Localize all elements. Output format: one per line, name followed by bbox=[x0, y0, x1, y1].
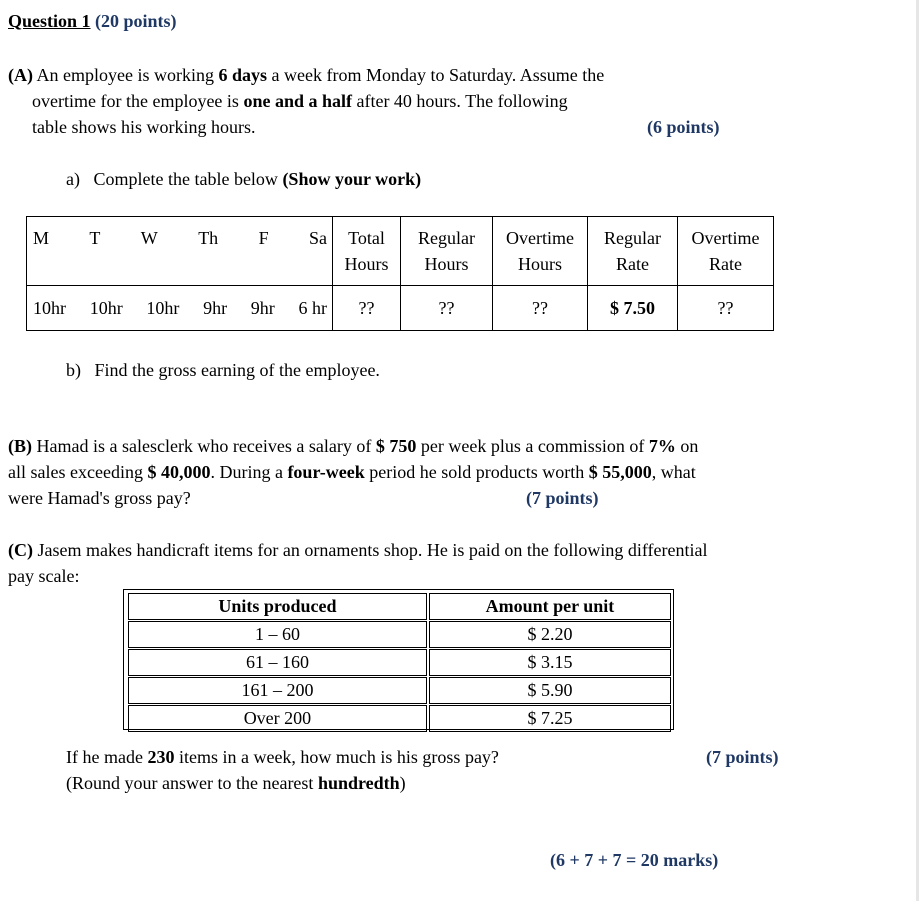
header-regular-hours: Regular Hours bbox=[401, 217, 493, 286]
part-b-line-3: were Hamad's gross pay? bbox=[8, 488, 191, 508]
header-total-hours: Total Hours bbox=[333, 217, 401, 286]
part-a-line-1 bbox=[8, 65, 604, 86]
part-c-points: (7 points) bbox=[706, 747, 779, 767]
part-a-label: (A) bbox=[8, 65, 33, 85]
units-range: 1 – 60 bbox=[128, 621, 427, 648]
part-a-text: An employee is working bbox=[36, 65, 214, 85]
threshold-value: $ 40,000 bbox=[147, 462, 211, 482]
items-count: 230 bbox=[147, 747, 175, 767]
header-units-produced: Units produced bbox=[128, 593, 427, 620]
period-value: four-week bbox=[287, 462, 365, 482]
day-hours-value: 6 hr bbox=[298, 297, 327, 318]
units-range: Over 200 bbox=[128, 705, 427, 732]
part-b-line-1: (B) Hamad is a salesclerk who receives a salary of $ 750 per week plus a commission of 7% on bbox=[8, 436, 699, 456]
days-header-cell bbox=[27, 217, 333, 286]
table-row bbox=[27, 286, 774, 331]
part-a-line-2 bbox=[32, 91, 568, 112]
day-label: Sa bbox=[308, 227, 327, 248]
sales-value: $ 55,000 bbox=[588, 462, 652, 482]
part-c-label: (C) bbox=[8, 540, 33, 560]
day-labels bbox=[27, 228, 332, 249]
day-label: T bbox=[89, 227, 101, 248]
table-row bbox=[128, 621, 671, 648]
units-range: 61 – 160 bbox=[128, 649, 427, 676]
part-b-line-2: all sales exceeding $ 40,000. During a four-week period he sold products worth $ 55,000, what bbox=[8, 462, 696, 482]
part-a-text: a week from Monday to Saturday. Assume the bbox=[271, 65, 605, 85]
pay-scale-table bbox=[123, 589, 674, 730]
day-hours bbox=[27, 298, 332, 319]
part-a-line-3: table shows his working hours. bbox=[32, 117, 256, 137]
header-regular-rate: Regular Rate bbox=[588, 217, 678, 286]
question-points: (20 points) bbox=[95, 11, 177, 31]
part-a-days: 6 days bbox=[218, 65, 267, 85]
question-number: Question 1 bbox=[8, 11, 91, 31]
question-title bbox=[8, 11, 177, 32]
amount: $ 2.20 bbox=[429, 621, 671, 648]
pay-scale-grid bbox=[126, 592, 673, 733]
part-c-rounding-note: (Round your answer to the nearest hundredth) bbox=[66, 773, 406, 793]
part-a-points: (6 points) bbox=[647, 117, 720, 137]
subquestion-text: Find the gross earning of the employee. bbox=[94, 360, 380, 380]
part-c-line-1: (C) Jasem makes handicraft items for an ornaments shop. He is paid on the following differential bbox=[8, 540, 708, 560]
header-amount-per-unit: Amount per unit bbox=[429, 593, 671, 620]
value-regular-hours: ?? bbox=[401, 286, 493, 331]
part-c-question: If he made 230 items in a week, how much is his gross pay? bbox=[66, 747, 499, 767]
part-a-text: after 40 hours. The following bbox=[356, 91, 568, 111]
day-hours-value: 10hr bbox=[146, 297, 180, 318]
value-overtime-hours: ?? bbox=[493, 286, 588, 331]
day-hours-value: 10hr bbox=[33, 297, 66, 318]
amount: $ 5.90 bbox=[429, 677, 671, 704]
day-label: Th bbox=[198, 227, 219, 248]
value-regular-rate: $ 7.50 bbox=[588, 286, 678, 331]
header-overtime-rate: Overtime Rate bbox=[678, 217, 774, 286]
day-label: F bbox=[258, 227, 269, 248]
value-overtime-rate: ?? bbox=[678, 286, 774, 331]
table-header-row bbox=[128, 593, 671, 620]
table-row bbox=[128, 677, 671, 704]
day-hours-value: 9hr bbox=[250, 297, 275, 318]
part-a-subquestion-a bbox=[66, 169, 421, 190]
part-a-subquestion-b bbox=[66, 360, 380, 381]
part-c-line-2: pay scale: bbox=[8, 566, 80, 586]
subquestion-label: b) bbox=[66, 360, 81, 380]
rounding-precision: hundredth bbox=[317, 773, 400, 793]
part-b-label: (B) bbox=[8, 436, 32, 456]
working-hours-table bbox=[26, 216, 774, 331]
value-total-hours: ?? bbox=[333, 286, 401, 331]
table-header-row bbox=[27, 217, 774, 286]
subquestion-text: Complete the table below bbox=[93, 169, 278, 189]
units-range: 161 – 200 bbox=[128, 677, 427, 704]
header-overtime-hours: Overtime Hours bbox=[493, 217, 588, 286]
day-hours-value: 10hr bbox=[89, 297, 123, 318]
table-row bbox=[128, 649, 671, 676]
subquestion-instruction: (Show your work) bbox=[282, 169, 422, 189]
table-row bbox=[128, 705, 671, 732]
salary-value: $ 750 bbox=[375, 436, 417, 456]
amount: $ 3.15 bbox=[429, 649, 671, 676]
day-hours-cell bbox=[27, 286, 333, 331]
day-hours-value: 9hr bbox=[203, 297, 228, 318]
commission-value: 7% bbox=[648, 436, 676, 456]
amount: $ 7.25 bbox=[429, 705, 671, 732]
total-marks: (6 + 7 + 7 = 20 marks) bbox=[550, 850, 719, 870]
day-label: W bbox=[140, 227, 158, 248]
day-label: M bbox=[33, 227, 50, 248]
part-a-text: overtime for the employee is bbox=[32, 91, 239, 111]
part-a-rate: one and a half bbox=[243, 91, 352, 111]
subquestion-label: a) bbox=[66, 169, 80, 189]
part-b-points: (7 points) bbox=[526, 488, 599, 508]
